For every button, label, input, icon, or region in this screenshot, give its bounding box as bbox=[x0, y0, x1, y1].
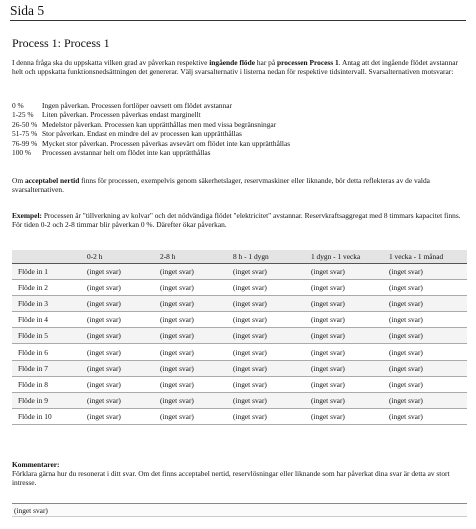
table-row bbox=[12, 312, 467, 328]
answer-select[interactable]: (inget svar) bbox=[308, 264, 386, 280]
scale-percent: 26-50 % bbox=[12, 119, 38, 129]
scale-item bbox=[12, 120, 467, 129]
row-label: Flöde in 6 bbox=[12, 344, 84, 360]
answer-select[interactable]: (inget svar) bbox=[230, 296, 308, 312]
answer-select[interactable]: (inget svar) bbox=[157, 296, 230, 312]
scale-percent: 100 % bbox=[12, 148, 32, 158]
row-label: Flöde in 3 bbox=[12, 296, 84, 312]
scale-description: Medelstor påverkan. Processen kan upprätthållas men med vissa begränsningar bbox=[42, 119, 277, 129]
answer-select[interactable]: (inget svar) bbox=[157, 264, 230, 280]
row-label: Flöde in 4 bbox=[12, 312, 84, 328]
intro-emphasis: processen Process 1 bbox=[276, 58, 339, 67]
intro-text-part: har på bbox=[255, 58, 277, 67]
answer-select[interactable]: (inget svar) bbox=[157, 408, 230, 424]
example-text: Processen är "tillverkning av kolvar" och det nödvändiga flödet "elektricitet" avstannar. Reservkraftsaggregat med 8 timmars kapacitet finns. För tiden 0-2 och 2-8 timmar blir påverkan 0 %. Därefter ökar påverkan. bbox=[12, 211, 461, 230]
table-row bbox=[12, 360, 467, 376]
row-label: Flöde in 5 bbox=[12, 328, 84, 344]
comments-description: Förklara gärna hur du resonerat i ditt svar. Om det finns acceptabel nertid, reservlösningar eller liknande som har påverkat dina svar är detta av stort intresse. bbox=[12, 469, 450, 488]
scale-percent: 76-99 % bbox=[12, 138, 38, 148]
answer-select[interactable]: (inget svar) bbox=[84, 344, 157, 360]
example-note bbox=[12, 211, 467, 230]
title-divider bbox=[10, 20, 466, 21]
page-title: Sida 5 bbox=[10, 3, 45, 18]
scale-description: Processen avstannar helt om flödet inte kan upprätthållas bbox=[42, 148, 211, 158]
comments-heading: Kommentarer: bbox=[12, 460, 60, 469]
answer-select[interactable]: (inget svar) bbox=[308, 328, 386, 344]
answer-select[interactable]: (inget svar) bbox=[230, 376, 308, 392]
scale-item bbox=[12, 110, 467, 119]
answer-select[interactable]: (inget svar) bbox=[386, 392, 467, 408]
answer-select[interactable]: (inget svar) bbox=[230, 392, 308, 408]
column-header: 1 dygn - 1 vecka bbox=[308, 250, 386, 264]
note-emphasis: acceptabel nertid bbox=[24, 176, 80, 185]
answer-select[interactable]: (inget svar) bbox=[84, 264, 157, 280]
table-row bbox=[12, 392, 467, 408]
downtime-note bbox=[12, 176, 467, 195]
scale-item bbox=[12, 101, 467, 110]
comments-field[interactable]: (inget svar) bbox=[12, 503, 467, 517]
answer-select[interactable]: (inget svar) bbox=[386, 360, 467, 376]
table-row bbox=[12, 264, 467, 280]
row-label: Flöde in 9 bbox=[12, 392, 84, 408]
answer-select[interactable]: (inget svar) bbox=[157, 280, 230, 296]
answer-select[interactable]: (inget svar) bbox=[386, 296, 467, 312]
example-label: Exempel: bbox=[12, 211, 42, 220]
answer-select[interactable]: (inget svar) bbox=[386, 408, 467, 424]
answer-select[interactable]: (inget svar) bbox=[230, 344, 308, 360]
answer-select[interactable]: (inget svar) bbox=[84, 392, 157, 408]
answer-select[interactable]: (inget svar) bbox=[157, 344, 230, 360]
answer-select[interactable]: (inget svar) bbox=[308, 360, 386, 376]
answer-select[interactable]: (inget svar) bbox=[386, 328, 467, 344]
column-header: 8 h - 1 dygn bbox=[230, 250, 308, 264]
answer-select[interactable]: (inget svar) bbox=[230, 280, 308, 296]
answer-select[interactable]: (inget svar) bbox=[157, 360, 230, 376]
answer-select[interactable]: (inget svar) bbox=[308, 280, 386, 296]
intro-text-part: I denna fråga ska du uppskatta vilken grad av påverkan respektive bbox=[12, 58, 210, 67]
answer-select[interactable]: (inget svar) bbox=[84, 312, 157, 328]
answer-select[interactable]: (inget svar) bbox=[157, 392, 230, 408]
note-text-part: Om bbox=[12, 176, 25, 185]
scale-description: Mycket stor påverkan. Processen påverkas avsevärt om flödet inte kan upprätthållas bbox=[42, 138, 291, 148]
scale-item bbox=[12, 129, 467, 138]
table-row bbox=[12, 344, 467, 360]
answer-select[interactable]: (inget svar) bbox=[386, 264, 467, 280]
answer-select[interactable]: (inget svar) bbox=[308, 376, 386, 392]
table-row bbox=[12, 296, 467, 312]
table-row bbox=[12, 408, 467, 424]
table-row bbox=[12, 376, 467, 392]
intro-text-part: . Antag att det ingående flödet avstannar helt och uppskatta funktionsnedsättningen det genererar. Välj svarsalternativ i listerna nedan för respektive tidsintervall. Svarsalternativen motsvarar: bbox=[12, 58, 458, 77]
answer-select[interactable]: (inget svar) bbox=[308, 344, 386, 360]
column-header: 1 vecka - 1 månad bbox=[386, 250, 467, 264]
answer-select[interactable]: (inget svar) bbox=[84, 296, 157, 312]
scale-item bbox=[12, 139, 467, 148]
answer-select[interactable]: (inget svar) bbox=[308, 296, 386, 312]
intro-emphasis: ingående flöde bbox=[209, 58, 256, 67]
scale-item bbox=[12, 148, 467, 157]
answer-select[interactable]: (inget svar) bbox=[386, 376, 467, 392]
intro-text bbox=[12, 58, 467, 77]
section-title: Process 1: Process 1 bbox=[12, 36, 110, 50]
answer-select[interactable]: (inget svar) bbox=[230, 360, 308, 376]
answer-select[interactable]: (inget svar) bbox=[308, 408, 386, 424]
answer-select[interactable]: (inget svar) bbox=[84, 408, 157, 424]
answer-select[interactable]: (inget svar) bbox=[308, 392, 386, 408]
answer-select[interactable]: (inget svar) bbox=[230, 264, 308, 280]
answer-select[interactable]: (inget svar) bbox=[386, 344, 467, 360]
row-label: Flöde in 1 bbox=[12, 264, 84, 280]
column-header: 0-2 h bbox=[84, 250, 157, 264]
column-header bbox=[12, 250, 84, 264]
scale-description: Stor påverkan. Endast en mindre del av processen kan upprätthållas bbox=[42, 129, 242, 139]
answer-select[interactable]: (inget svar) bbox=[84, 280, 157, 296]
scale-percent: 51-75 % bbox=[12, 129, 38, 139]
row-label: Flöde in 7 bbox=[12, 360, 84, 376]
answer-select[interactable]: (inget svar) bbox=[157, 328, 230, 344]
column-header: 2-8 h bbox=[157, 250, 230, 264]
answer-select[interactable]: (inget svar) bbox=[230, 328, 308, 344]
table-header-row bbox=[12, 250, 467, 264]
note-text-part: finns för processen, exempelvis genom säkerhetslager, reservmaskiner eller liknande, bör detta reflekteras av de valda svarsalternativen. bbox=[12, 176, 430, 195]
row-label: Flöde in 2 bbox=[12, 280, 84, 296]
impact-matrix-table bbox=[12, 250, 467, 425]
answer-select[interactable]: (inget svar) bbox=[386, 280, 467, 296]
answer-select[interactable]: (inget svar) bbox=[230, 312, 308, 328]
answer-select[interactable]: (inget svar) bbox=[157, 376, 230, 392]
answer-select[interactable]: (inget svar) bbox=[84, 328, 157, 344]
answer-select[interactable]: (inget svar) bbox=[230, 408, 308, 424]
answer-select[interactable]: (inget svar) bbox=[386, 312, 467, 328]
impact-scale-list bbox=[12, 101, 467, 157]
answer-select[interactable]: (inget svar) bbox=[84, 376, 157, 392]
answer-select[interactable]: (inget svar) bbox=[84, 360, 157, 376]
scale-percent: 1-25 % bbox=[12, 110, 34, 120]
scale-description: Liten påverkan. Processen påverkas endast marginellt bbox=[42, 110, 201, 120]
row-label: Flöde in 10 bbox=[12, 408, 84, 424]
row-label: Flöde in 8 bbox=[12, 376, 84, 392]
scale-description: Ingen påverkan. Processen fortlöper oavsett om flödet avstannar bbox=[42, 101, 233, 110]
table-row bbox=[12, 328, 467, 344]
scale-percent: 0 % bbox=[12, 101, 24, 110]
answer-select[interactable]: (inget svar) bbox=[308, 312, 386, 328]
table-row bbox=[12, 280, 467, 296]
answer-select[interactable]: (inget svar) bbox=[157, 312, 230, 328]
